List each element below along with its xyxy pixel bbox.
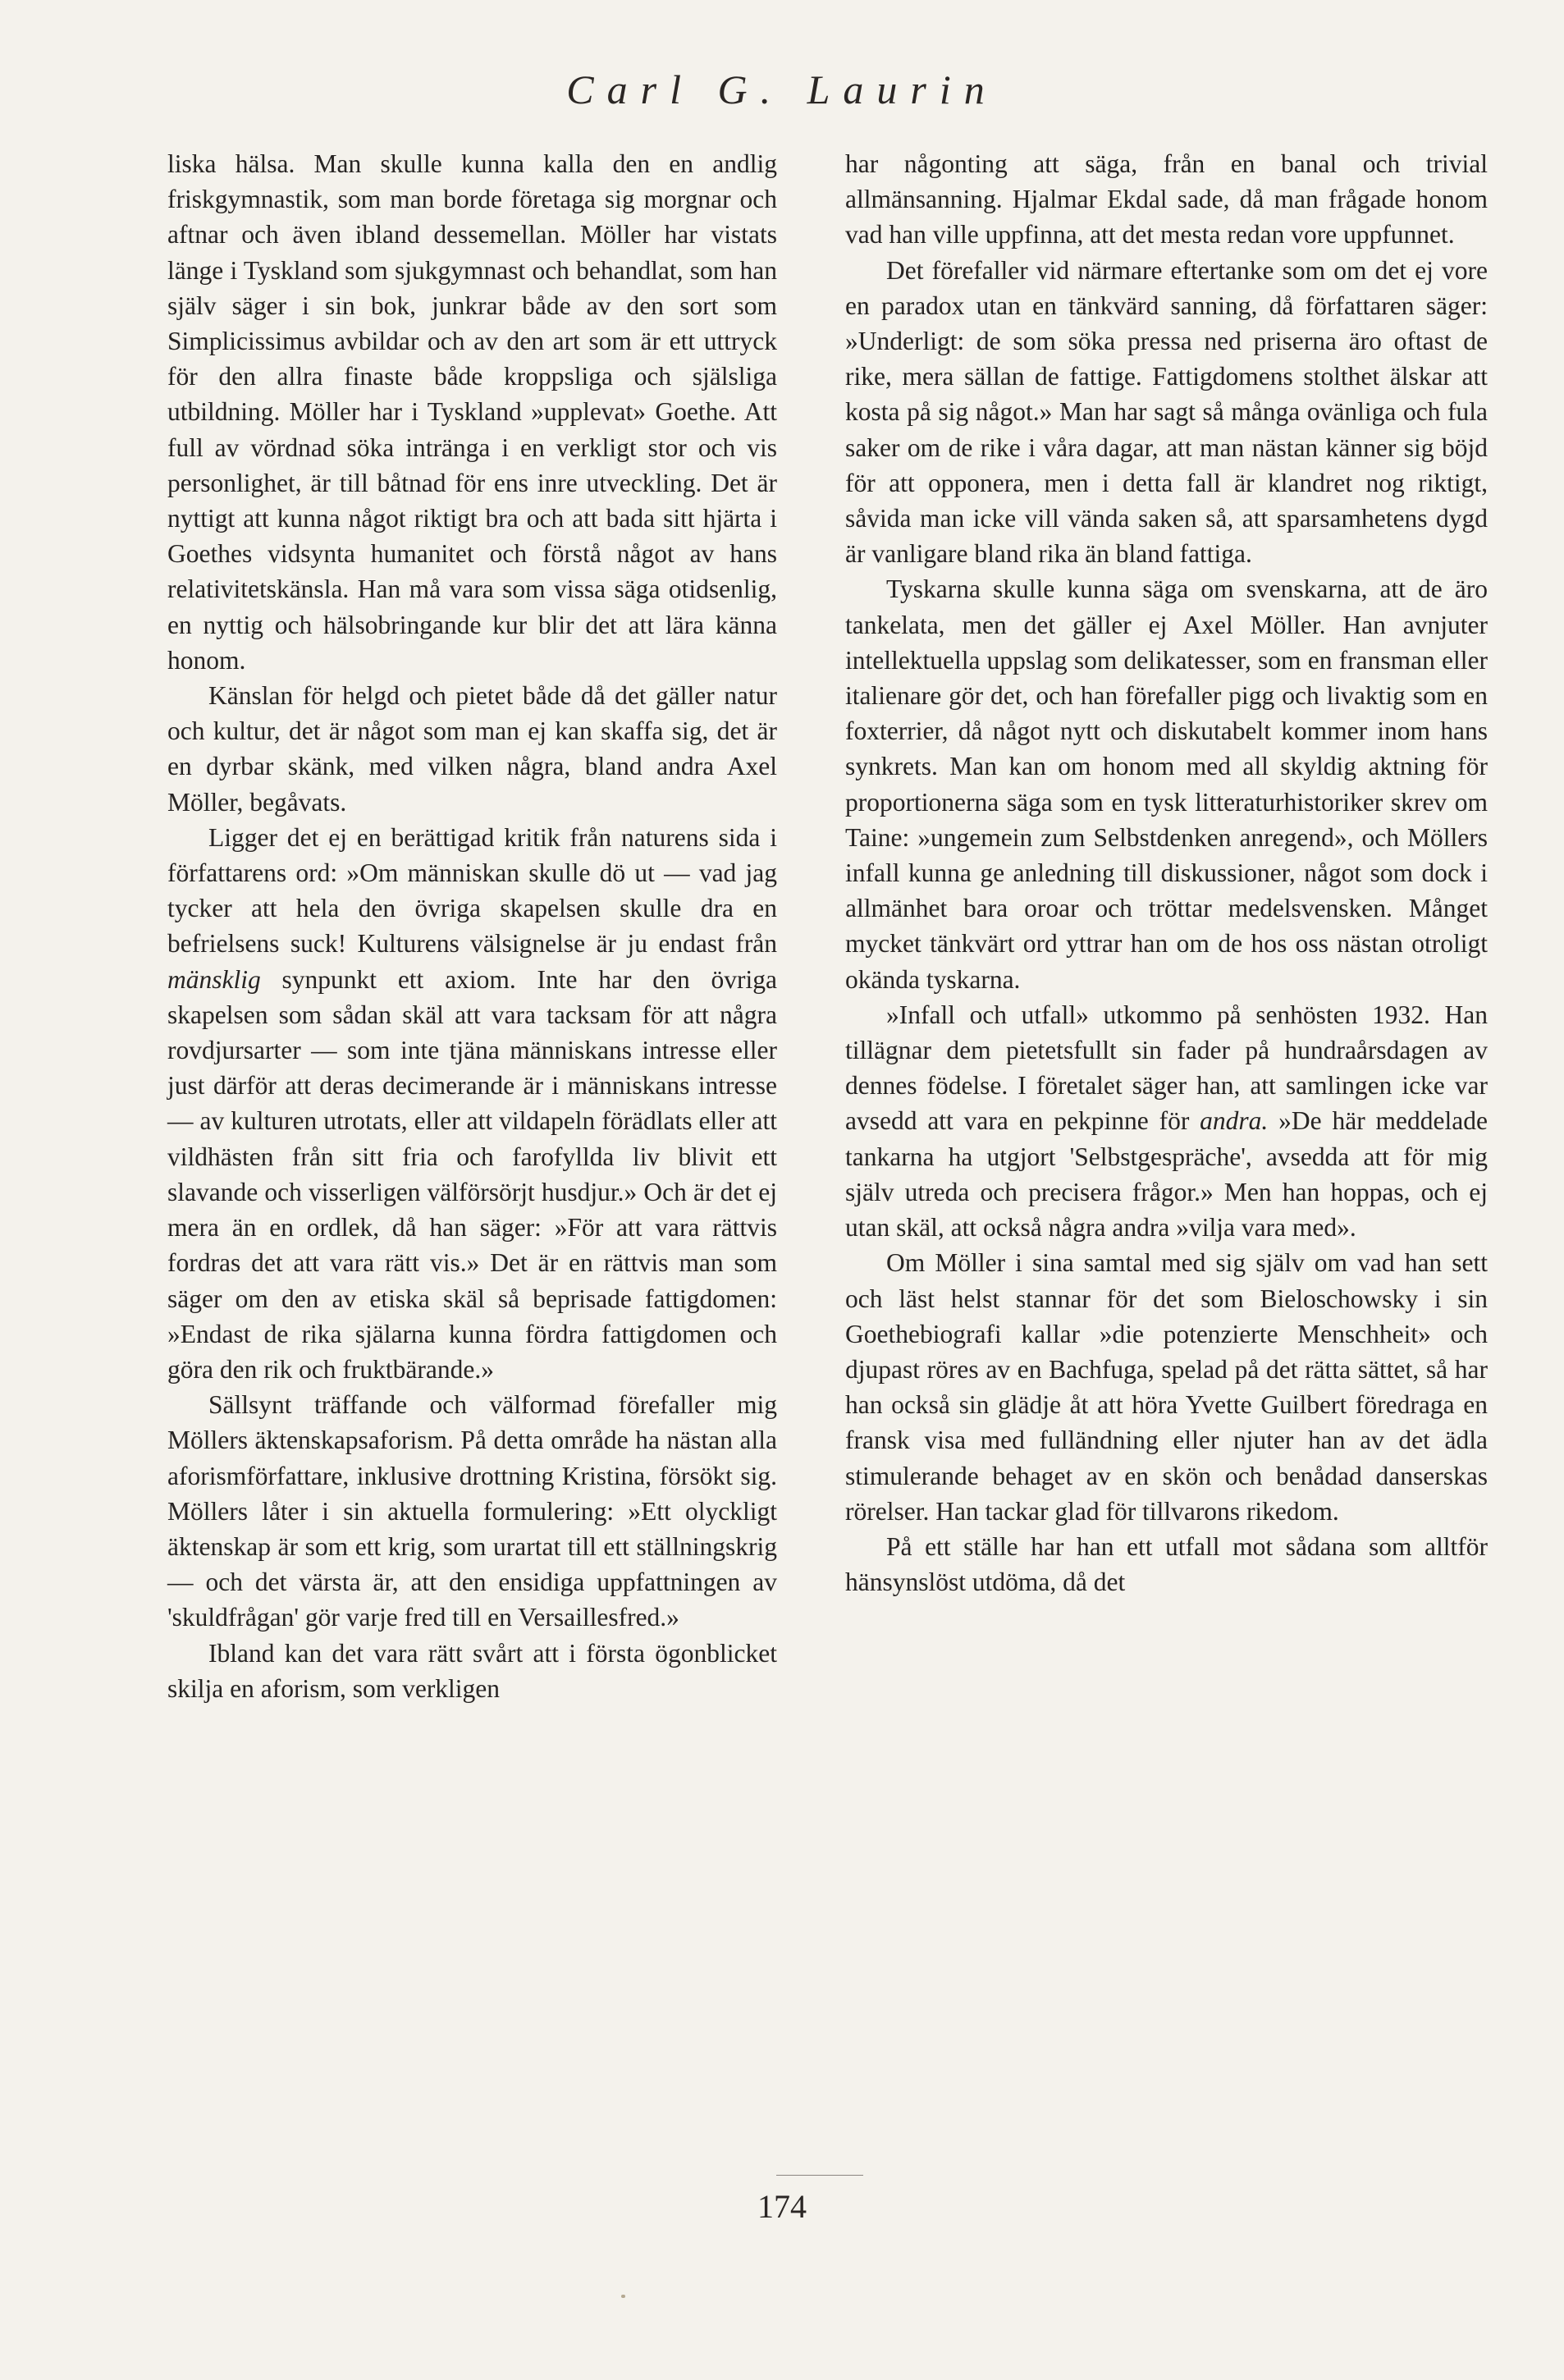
text-run: Tyskarna skulle kunna säga om svenskarna, att de äro tankelata, men det gäller ej Axel Möller. Han avnjuter intellektuella uppslag som delikatesser, som en fransman eller italienare gör det, och han förefaller pigg och livaktig som en foxterrier, då något nytt och diskutabelt kommer inom hans synkrets. Man kan om honom med all skyldig aktning för proportionerna säga som en tysk litteraturhistoriker skrev om Taine: »ungemein zum Selbstdenken anregend», och Möllers infall kunna ge anledning till diskussioner, något som dock i allmänhet bara oroar och tröttar medelsvensken. Månget mycket tänkvärt ord yttrar han om de hos oss nästan otroligt okända tyskarna. — [845, 574, 1488, 994]
paragraph — [845, 1529, 1488, 1600]
running-head-title: Carl G. Laurin — [566, 66, 998, 112]
paragraph — [845, 1245, 1488, 1529]
italic-phrase: andra. — [1200, 1106, 1269, 1136]
paragraph — [845, 146, 1488, 253]
paragraph — [167, 820, 777, 1387]
paragraph — [167, 1636, 777, 1706]
text-run: synpunkt ett axiom. Inte har den övriga skapelsen som sådan skäl att vara tacksam för att några rovdjursarter — som inte tjäna människans intresse eller just därför att deras decimerande är i människans intresse — av kulturen utrotats, eller att vildapeln förädlats eller att vildhästen från sitt fria och farofyllda liv blivit ett slavande och visserligen välförsörjt husdjur.» Och är det ej mera än en ordlek, då han säger: »För att vara rättvis fordras det att vara rätt vis.» Det är en rättvis man som säger om den av etiska skäl så beprisade fattigdomen: »Endast de rika själarna kunna fördra fattigdomen och göra den rik och fruktbärande.» — [167, 964, 777, 1384]
paragraph — [167, 678, 777, 820]
text-run: Det förefaller vid närmare eftertanke som om det ej vore en paradox utan en tänkvärd sanning, då författaren säger: »Underligt: de som söka pressa ned priserna äro oftast de rike, mera sällan de fattige. Fattigdomens stolthet älskar att kosta på sig något.» Man har sagt så många ovänliga och fula saker om de rike i våra dagar, att man nästan känner sig böjd för att opponera, men i detta fall är klandret nog riktigt, såvida man icke vill vända saken så, att sparsamhetens dygd är vanligare bland rika än bland fattiga. — [845, 255, 1488, 569]
right-column — [845, 146, 1488, 1600]
paper-speck — [621, 2295, 625, 2298]
folio-rule — [776, 2175, 863, 2176]
paragraph — [845, 997, 1488, 1245]
text-run: Ligger det ej en berättigad kritik från naturens sida i författarens ord: »Om människan skulle dö ut — vad jag tycker att hela den övriga skapelsen skulle dra en befrielsens suck! Kulturens välsignelse är ju endast från — [167, 822, 777, 959]
text-run: På ett ställe har han ett utfall mot sådana som alltför hänsynslöst utdöma, då det — [845, 1531, 1488, 1597]
text-run: Om Möller i sina samtal med sig själv om vad han sett och läst helst stannar för det som Bieloschowsky i sin Goethebiografi kallar »die potenzierte Menschheit» och djupast röres av en Bachfuga, spelad på det rätta sättet, så har han också sin glädje åt att höra Yvette Guilbert föredraga en fransk visa med fulländning eller njuter han av det ädla stimulerande behaget av en skön och benådad danserskas rörelser. Han tackar glad för tillvarons rikedom. — [845, 1248, 1488, 1526]
text-run: Sällsynt träffande och välformad förefaller mig Möllers äktenskapsaforism. På detta område ha nästan alla aforismförfattare, inklusive drottning Kristina, försökt sig. Möllers låter i sin aktuella formulering: »Ett olyckligt äktenskap är som ett krig, som urartat till ett ställningskrig — och det värsta är, att den ensidiga uppfattningen av 'skuldfrågan' gör varje fred till en Versaillesfred.» — [167, 1390, 777, 1632]
text-run: liska hälsa. Man skulle kunna kalla den en andlig friskgymnastik, som man borde företaga sig morgnar och aftnar och även ibland dessemellan. Möller har vistats länge i Tyskland som sjukgymnast och behandlat, som han själv säger i sin bok, junkrar både av den sort som Simplicissimus avbildar och av den art som är ett uttryck för den allra finaste både kroppsliga och själsliga utbildning. Möller har i Tyskland »upplevat» Goethe. Att full av vördnad söka intränga i en verkligt stor och vis personlighet, är till båtnad för ens inre utveckling. Det är nyttigt att kunna något riktigt bra och att bada sitt hjärta i Goethes vidsynta humanitet och förstå något av hans relativitetskänsla. Han må vara som vissa säga otidsenlig, en nyttig och hälsobringande kur blir det att lära känna honom. — [167, 149, 777, 675]
text-run: Känslan för helgd och pietet både då det gäller natur och kultur, det är något som man ej kan skaffa sig, det är en dyrbar skänk, med vilken några, bland andra Axel Möller, begåvats. — [167, 681, 777, 817]
paragraph — [845, 253, 1488, 572]
paragraph — [167, 1387, 777, 1635]
text-run: Ibland kan det vara rätt svårt att i första ögonblicket skilja en aforism, som verkligen — [167, 1638, 777, 1703]
text-run: »Infall och utfall» utkommo på senhösten 1932. Han tillägnar dem pietetsfullt sin fader på hundraårsdagen av dennes födelse. I företalet säger han, att samlingen icke var avsedd att vara en pekpinne för — [845, 1000, 1488, 1136]
text-run: »De här meddelade tankarna ha utgjort 'Selbstgespräche', avsedda att för mig själv utreda och precisera frågor.» Men han hoppas, och ej utan skäl, att också några andra »vilja vara med». — [845, 1106, 1488, 1243]
italic-phrase: mänsklig — [167, 964, 261, 994]
paragraph — [845, 571, 1488, 996]
text-run: har någonting att säga, från en banal och trivial allmänsanning. Hjalmar Ekdal sade, då man frågade honom vad han ville uppfinna, att det mesta redan vore uppfunnet. — [845, 149, 1488, 249]
paragraph — [167, 146, 777, 678]
left-column — [167, 146, 777, 1706]
page-number: 174 — [757, 2188, 807, 2225]
